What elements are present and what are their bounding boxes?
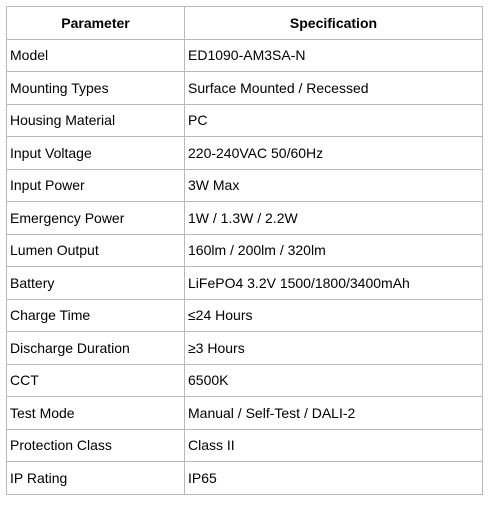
table-row bbox=[7, 202, 483, 235]
table-row bbox=[7, 72, 483, 105]
header-row bbox=[7, 7, 483, 40]
parameter-cell: Input Power bbox=[7, 169, 185, 202]
table-row bbox=[7, 364, 483, 397]
table-row bbox=[7, 104, 483, 137]
table-row bbox=[7, 332, 483, 365]
parameter-cell: Housing Material bbox=[7, 104, 185, 137]
table-row bbox=[7, 397, 483, 430]
parameter-cell: Lumen Output bbox=[7, 234, 185, 267]
table-row bbox=[7, 429, 483, 462]
parameter-cell: Input Voltage bbox=[7, 137, 185, 170]
table-row bbox=[7, 234, 483, 267]
specification-cell: ≥3 Hours bbox=[185, 332, 483, 365]
parameter-cell: Discharge Duration bbox=[7, 332, 185, 365]
table-row bbox=[7, 267, 483, 300]
table-row bbox=[7, 39, 483, 72]
parameter-cell: Battery bbox=[7, 267, 185, 300]
parameter-cell: Protection Class bbox=[7, 429, 185, 462]
spec-table-body bbox=[7, 39, 483, 494]
header-parameter: Parameter bbox=[7, 7, 185, 40]
specification-cell: PC bbox=[185, 104, 483, 137]
parameter-cell: Model bbox=[7, 39, 185, 72]
specification-cell: ≤24 Hours bbox=[185, 299, 483, 332]
parameter-cell: Test Mode bbox=[7, 397, 185, 430]
parameter-cell: CCT bbox=[7, 364, 185, 397]
specification-cell: 3W Max bbox=[185, 169, 483, 202]
spec-table-head bbox=[7, 7, 483, 40]
parameter-cell: Mounting Types bbox=[7, 72, 185, 105]
specification-cell: Manual / Self-Test / DALI-2 bbox=[185, 397, 483, 430]
specification-cell: LiFePO4 3.2V 1500/1800/3400mAh bbox=[185, 267, 483, 300]
spec-table bbox=[6, 6, 483, 495]
header-specification: Specification bbox=[185, 7, 483, 40]
table-row bbox=[7, 299, 483, 332]
table-row bbox=[7, 462, 483, 495]
specification-cell: Surface Mounted / Recessed bbox=[185, 72, 483, 105]
specification-cell: 1W / 1.3W / 2.2W bbox=[185, 202, 483, 235]
table-row bbox=[7, 169, 483, 202]
table-row bbox=[7, 137, 483, 170]
parameter-cell: IP Rating bbox=[7, 462, 185, 495]
specification-cell: 6500K bbox=[185, 364, 483, 397]
parameter-cell: Emergency Power bbox=[7, 202, 185, 235]
specification-cell: 220-240VAC 50/60Hz bbox=[185, 137, 483, 170]
specification-cell: Class II bbox=[185, 429, 483, 462]
specification-cell: 160lm / 200lm / 320lm bbox=[185, 234, 483, 267]
parameter-cell: Charge Time bbox=[7, 299, 185, 332]
specification-cell: IP65 bbox=[185, 462, 483, 495]
specification-cell: ED1090-AM3SA-N bbox=[185, 39, 483, 72]
